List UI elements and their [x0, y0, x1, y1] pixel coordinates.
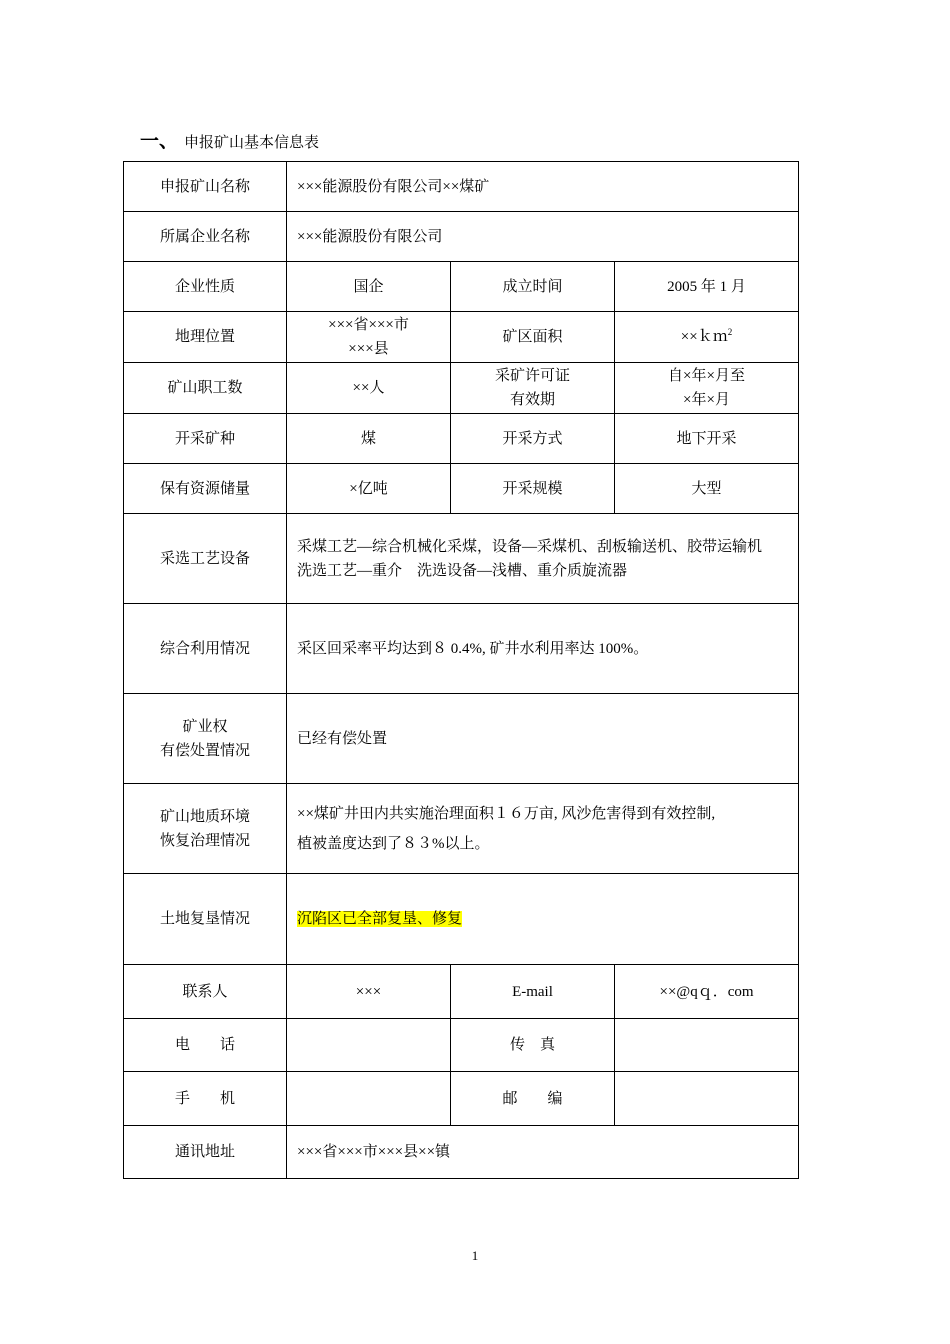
location-line2: ×××县	[348, 341, 389, 357]
mine-name-value: ×××能源股份有限公司××煤矿	[287, 162, 799, 212]
fax-label: 传 真	[451, 1019, 615, 1072]
mine-info-table	[123, 161, 799, 1179]
area-label: 矿区面积	[451, 312, 615, 363]
nature-label: 企业性质	[124, 262, 287, 312]
license-label	[451, 363, 615, 414]
location-label: 地理位置	[124, 312, 287, 363]
address-label: 通讯地址	[124, 1126, 287, 1179]
mining-method-value: 地下开采	[615, 414, 799, 464]
process-label: 采选工艺设备	[124, 514, 287, 604]
license-value-line2: ×年×月	[683, 392, 730, 408]
license-label-line1: 采矿许可证	[494, 368, 570, 384]
table-row	[124, 312, 799, 363]
table-row	[124, 874, 799, 965]
contact-value: ×××	[287, 965, 451, 1019]
section-title: 申报矿山基本信息表	[184, 135, 320, 151]
table-row	[124, 965, 799, 1019]
geo-env-label	[124, 784, 287, 874]
company-value: ×××能源股份有限公司	[287, 212, 799, 262]
process-line1: 采煤工艺—综合机械化采煤，设备—采煤机、刮板输送机、胶带运输机	[297, 538, 763, 555]
section-heading	[140, 126, 319, 153]
table-row	[124, 1126, 799, 1179]
location-line1: ×××省×××市	[328, 317, 409, 333]
scale-value: 大型	[615, 464, 799, 514]
email-label: E-mail	[451, 965, 615, 1019]
page-number: 1	[471, 1248, 479, 1263]
geo-env-line2: 植被盖度达到了８３%以上。	[297, 835, 490, 852]
land-value: 沉陷区已全部复垦、修复	[297, 911, 463, 927]
table-row	[124, 162, 799, 212]
staff-value: ××人	[287, 363, 451, 414]
contact-label: 联系人	[124, 965, 287, 1019]
geo-env-label-line1: 矿山地质环境	[159, 808, 250, 825]
mobile-value	[287, 1072, 451, 1126]
utilization-label: 综合利用情况	[124, 604, 287, 694]
scale-label: 开采规模	[451, 464, 615, 514]
geo-env-line1: ××煤矿井田内共实施治理面积１６万亩, 风沙危害得到有效控制,	[297, 805, 716, 822]
area-value	[615, 312, 799, 363]
table-row	[124, 363, 799, 414]
area-superscript: 2	[727, 327, 733, 337]
postcode-label: 邮 编	[451, 1072, 615, 1126]
table-row	[124, 212, 799, 262]
staff-label: 矿山职工数	[124, 363, 287, 414]
geo-env-value	[287, 784, 799, 874]
table-row	[124, 1072, 799, 1126]
mobile-label: 手 机	[124, 1072, 287, 1126]
rights-label-line1: 矿业权	[182, 718, 228, 735]
table-row	[124, 262, 799, 312]
table-row	[124, 604, 799, 694]
area-number: ××ｋｍ	[680, 329, 728, 345]
rights-value: 已经有偿处置	[287, 694, 799, 784]
license-label-line2: 有效期	[509, 392, 555, 408]
email-value: ××@qｑ．com	[615, 965, 799, 1019]
section-number: 一、	[140, 131, 179, 152]
table-row	[124, 514, 799, 604]
table-row	[124, 1019, 799, 1072]
address-value: ×××省×××市×××县××镇	[287, 1126, 799, 1179]
table-row	[124, 694, 799, 784]
postcode-value	[615, 1072, 799, 1126]
table-row	[124, 464, 799, 514]
mine-name-label: 申报矿山名称	[124, 162, 287, 212]
location-value	[287, 312, 451, 363]
geo-env-label-line2: 恢复治理情况	[159, 832, 250, 849]
founded-value: 2005 年 1 月	[615, 262, 799, 312]
phone-value	[287, 1019, 451, 1072]
license-value	[615, 363, 799, 414]
table-row	[124, 414, 799, 464]
rights-label	[124, 694, 287, 784]
mineral-value: 煤	[287, 414, 451, 464]
nature-value: 国企	[287, 262, 451, 312]
process-value	[287, 514, 799, 604]
company-label: 所属企业名称	[124, 212, 287, 262]
license-value-line1: 自×年×月至	[668, 368, 745, 384]
land-label: 土地复垦情况	[124, 874, 287, 965]
mining-method-label: 开采方式	[451, 414, 615, 464]
mineral-label: 开采矿种	[124, 414, 287, 464]
rights-label-line2: 有偿处置情况	[159, 742, 250, 759]
reserves-value: ×亿吨	[287, 464, 451, 514]
phone-label: 电 话	[124, 1019, 287, 1072]
process-line2: 洗选工艺—重介 洗选设备—浅槽、重介质旋流器	[297, 562, 628, 579]
founded-label: 成立时间	[451, 262, 615, 312]
land-value-cell	[287, 874, 799, 965]
fax-value	[615, 1019, 799, 1072]
table-row	[124, 784, 799, 874]
utilization-value: 采区回采率平均达到８ 0.4%, 矿井水利用率达 100%。	[287, 604, 799, 694]
reserves-label: 保有资源储量	[124, 464, 287, 514]
